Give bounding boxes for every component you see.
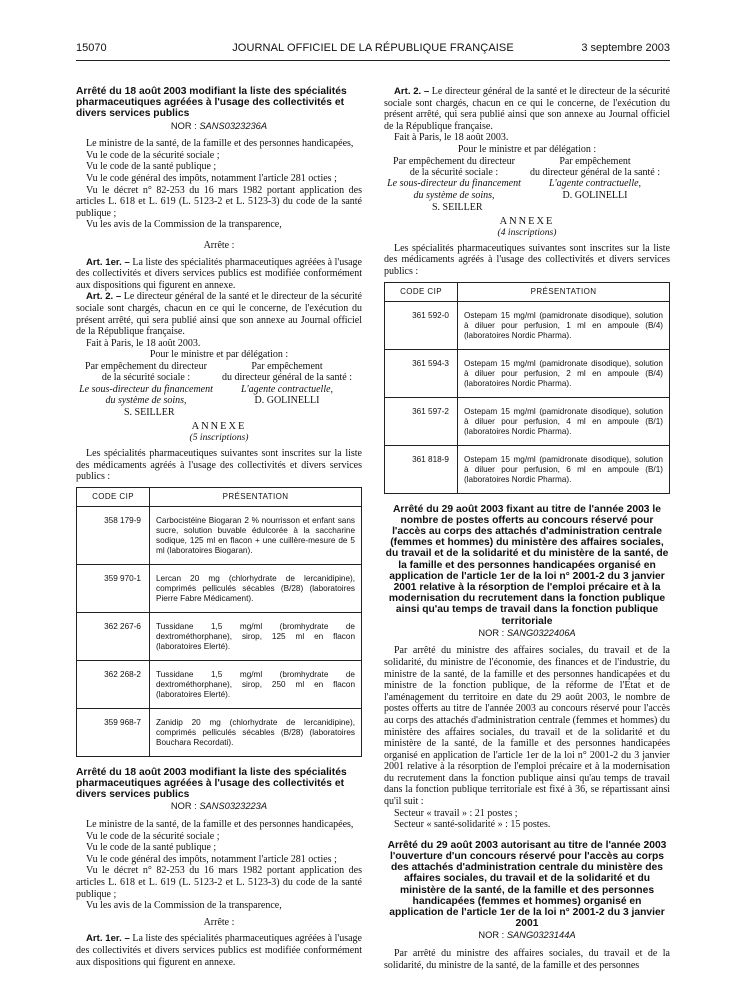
table-row: 361 592-0 Ostepam 15 mg/ml (pamidronate disodique), solution à diluer pour perfusion, 1 ml en ampoule (B/4) (laboratoires Nordic Pharma). [385,301,670,349]
table-row: 362 268-2 Tussidane 1,5 mg/ml (bromhydrate de dextrométhorphane), sirop, 250 ml en flacon (laboratoires Elerté). [77,660,362,708]
decree1-annexe-title: ANNEXE [191,420,247,432]
decree2-visa: Vu le code de la santé publique ; [86,842,217,854]
table-row: 358 179-9 Carbocistéine Biogaran 2 % nourrisson et enfant sans sucre, solution buvable édulcorée à la saccharine sodique, 125 ml en flacon + une cuillère-mesure de 5 ml (laboratoires Biogaran). [77,506,362,564]
decree4-title: Arrêté du 29 août 2003 autorisant au titre de l'année 2003 l'ouverture d'un concours réservé pour l'accès au corps des attachés d'administration centrale du ministère des affaires sociales, du travail et de la solidarité et du ministère de la santé, de la famille et des personnes handicapées (femmes et hommes) organisé en application de l'article 1er de la loi n° 2001-2 du 3 janvier 2001 [387,839,667,930]
decree3-body: Par arrêté du ministre des affaires sociales, du travail et de la solidarité, du ministre de l'économie, des finances et de l'industrie, du ministre de la santé, de la famille et des personnes handicapées et du ministre de la fonction publique, de la réforme de l'Etat et de l'aménagement du territoire en date du 29 août 2003, le nombre de postes offerts au titre de l'année 2003 au concours réservé pour l'accès au corps des attachés d'administration centrale (femmes et hommes) du ministère des affaires sociales, du travail et de la solidarité et du ministère de la santé, de la famille et des personnes handicapées organisé en application de l'article 1er de la loi n° 2001-2 du 3 janvier 2001 relative à la résorption de l'emploi précaire et à la modernisation du recrutement dans la fonction publique ainsi qu'au temps de travail dans la fonction publique territoriale est fixé à 36, se répartissant ainsi qu'il suit : [384,645,670,808]
decree1-intro: Le ministre de la santé, de la famille et des personnes handicapées, [86,138,354,150]
signature-name: S. SEILLER [432,201,483,213]
signature-right: Par empêchement du directeur général de la santé : L'agente contractuelle, D. GOLINELLI [222,360,352,407]
decree1-visa: Vu le décret n° 82-253 du 16 mars 1982 portant application des articles L. 618 et L. 619 (L. 5123-2 et L. 5123-3) du code de la santé publique ; [76,184,362,219]
decree4-nor: NOR : SANG0323144A [478,930,576,941]
decree2-intro: Le ministre de la santé, de la famille et des personnes handicapées, [86,819,354,831]
signature-left: Par empêchement du directeur de la sécurité sociale : Le sous-directeur du financement du système de soins, [387,155,521,201]
decree1-annexe-table [76,487,362,757]
table-row: 361 597-2 Ostepam 15 mg/ml (pamidronate disodique), solution à diluer pour perfusion, 4 ml en ampoule (B/1) (laboratoires Nordic Pharma). [385,397,670,445]
decree2-visa: Vu le décret n° 82-253 du 16 mars 1982 portant application des articles L. 618 et L. 619 (L. 5123-2 et L. 5123-3) du code de la santé publique ; [76,865,362,900]
signature-name: S. SEILLER [124,406,175,418]
left-column [76,86,362,968]
table-row: 362 267-6 Tussidane 1,5 mg/ml (bromhydrate de dextrométhorphane), sirop, 125 ml en flacon (laboratoires Elerté). [77,612,362,660]
decree3-sector: Secteur « travail » : 21 postes ; [394,807,518,819]
decree2-arrete: Arrête : [203,916,235,928]
decree2-inscriptions: (4 inscriptions) [497,227,557,239]
decree1-visa: Vu le code général des impôts, notamment l'article 281 octies ; [86,172,337,184]
decree1-article-2: Art. 2. – Le directeur général de la santé et le directeur de la sécurité sociale sont chargés, chacun en ce qui le concerne, de l'exécution du présent arrêté, qui sera publié ainsi que son annexe au Journal officiel de la République française. [76,291,362,338]
decree2-annexe-intro: Les spécialités pharmaceutiques suivantes sont inscrites sur la liste des médicaments agréés à l'usage des collectivités et divers services publics : [384,242,670,277]
column-header-presentation: PRÉSENTATION [458,282,670,301]
table-row: 361 594-3 Ostepam 15 mg/ml (pamidronate disodique), solution à diluer pour perfusion, 2 ml en ampoule (B/4) (laboratoires Nordic Pharma). [385,349,670,397]
decree1-delegation: Pour le ministre et par délégation : [149,349,289,361]
decree2-delegation: Pour le ministre et par délégation : [457,143,597,155]
page-header [76,42,670,58]
right-column [384,86,670,971]
page-number: 15070 [76,42,107,54]
column-header-presentation: PRÉSENTATION [150,487,362,506]
header-rule [76,60,670,61]
decree1-annexe-intro: Les spécialités pharmaceutiques suivantes sont inscrites sur la liste des médicaments agréés à l'usage des collectivités et divers services publics : [76,448,362,483]
decree2-visa: Vu les avis de la Commission de la transparence, [86,900,282,912]
journal-title: JOURNAL OFFICIEL DE LA RÉPUBLIQUE FRANÇAISE [232,42,514,54]
decree3-title: Arrêté du 29 août 2003 fixant au titre de l'année 2003 le nombre de postes offerts au concours réservé pour l'accès au corps des attachés d'administration centrale (femmes et hommes) du ministère des affaires sociales, du travail et de la solidarité et du ministère de la santé, de la famille et des personnes handicapées organisé en application de l'article 1er de la loi n° 2001-2 du 3 janvier 2001 relative à la résorption de l'emploi précaire et à la modernisation du recrutement dans la fonction publique ainsi qu'au temps de travail dans la fonction publique territoriale [385,503,669,627]
decree3-sector: Secteur « santé-solidarité » : 15 postes. [394,819,551,831]
decree2-annexe-table [384,282,670,494]
decree1-visa: Vu les avis de la Commission de la transparence, [86,219,282,231]
column-header-code: CODE CIP [385,282,458,301]
decree1-visa: Vu le code de la sécurité sociale ; [86,149,220,161]
decree1-title: Arrêté du 18 août 2003 modifiant la liste des spécialités pharmaceutiques agréées à l'usage des collectivités et divers services publics [76,86,347,120]
table-row: 361 818-9 Ostepam 15 mg/ml (pamidronate disodique), solution à diluer pour perfusion, 6 ml en ampoule (B/1) (laboratoires Nordic Pharma). [385,445,670,493]
decree1-visa: Vu le code de la santé publique ; [86,161,217,173]
decree2-article-2: Art. 2. – Le directeur général de la santé et le directeur de la sécurité sociale sont chargés, chacun en ce qui le concerne, de l'exécution du présent arrêté, qui sera publié ainsi que son annexe au Journal officiel de la République française. [384,86,670,132]
decree2-signatures [384,156,670,214]
decree2-article-1: Art. 1er. – La liste des spécialités pharmaceutiques agréées à l'usage des collectivités et divers services publics est modifiée conformément aux dispositions qui figurent en annexe. [76,933,362,968]
signature-right: Par empêchement du directeur général de la santé : L'agente contractuelle, D. GOLINELLI [530,155,660,201]
decree2-visa: Vu le code général des impôts, notamment l'article 281 octies ; [86,853,337,865]
table-row: 359 968-7 Zanidip 20 mg (chlorhydrate de lercanidipine), comprimés pelliculés sécables (B/28) (laboratoires Bouchara Recordati). [77,708,362,756]
decree3-nor: NOR : SANG0322406A [478,627,576,638]
decree1-arrete: Arrête : [203,239,235,251]
column-header-code: CODE CIP [77,487,150,506]
decree1-done: Fait à Paris, le 18 août 2003. [86,337,201,349]
issue-date: 3 septembre 2003 [581,42,670,54]
decree4-body: Par arrêté du ministre des affaires sociales, du travail et de la solidarité, du ministre de la santé, de la famille et des personnes [384,948,670,971]
decree1-signatures [76,361,362,419]
table-row: 359 970-1 Lercan 20 mg (chlorhydrate de lercanidipine), comprimés pelliculés sécables (B/28) (laboratoires Pierre Fabre Médicament). [77,564,362,612]
decree2-title: Arrêté du 18 août 2003 modifiant la liste des spécialités pharmaceutiques agréées à l'usage des collectivités et divers services publics [76,766,347,801]
decree2-nor: NOR : SANS0323223A [170,801,268,812]
decree1-article-1: Art. 1er. – La liste des spécialités pharmaceutiques agréées à l'usage des collectivités et divers services publics est modifiée conformément aux dispositions qui figurent en annexe. [76,256,362,291]
decree2-visa: Vu le code de la sécurité sociale ; [86,830,220,842]
signature-left: Par empêchement du directeur de la sécurité sociale : Le sous-directeur du financement du système de soins, [79,360,213,407]
decree2-done: Fait à Paris, le 18 août 2003. [394,132,509,144]
decree1-inscriptions: (5 inscriptions) [189,432,249,444]
decree1-nor: NOR : SANS0323236A [170,120,268,131]
decree2-annexe-title: ANNEXE [499,215,555,227]
